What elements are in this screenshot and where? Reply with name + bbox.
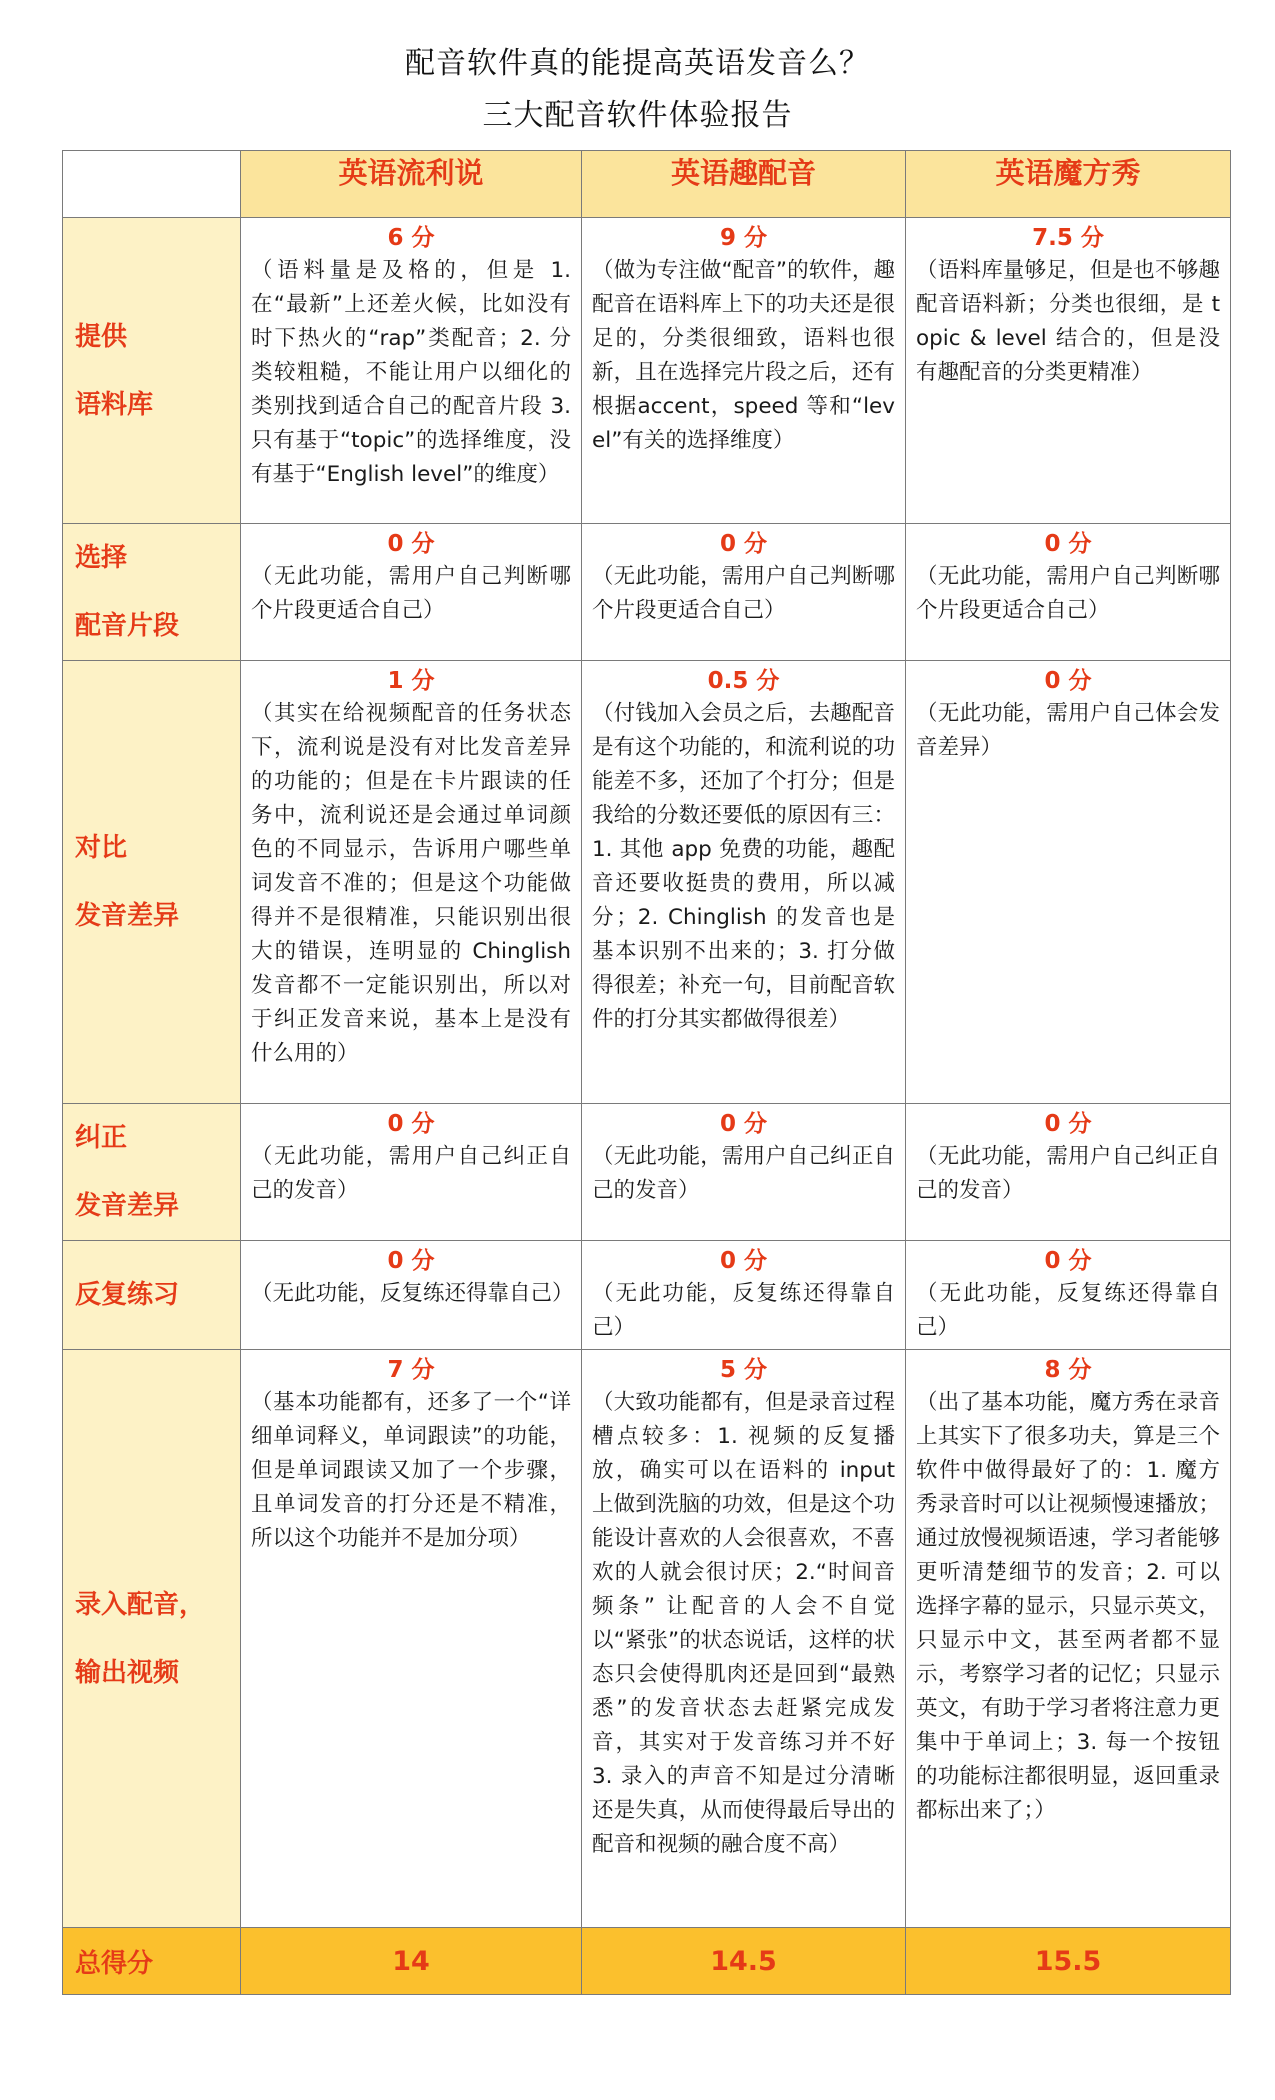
table-cell xyxy=(582,1104,906,1241)
table-cell xyxy=(906,218,1231,524)
category-line: 纠正 xyxy=(75,1123,128,1153)
description: （出了基本功能，魔方秀在录音上其实下了很多功夫，算是三个软件中做得最好了的：1. 魔方秀录音时可以让视频慢速播放；通过放慢视频语速，学习者能够更听清楚细节的发音；2. 可以选择字幕的显示，只显示英文，只显示中文，甚至两者都不显示，考察学习者的记忆；只显示英文，有助于学习者将注意力更集中于单词上；3. 每一个按钮的功能标注都很明显，返回重录都标出来了；） xyxy=(916,1390,1220,1823)
description: （无此功能，需用户自己纠正自己的发音） xyxy=(592,1144,895,1203)
score: 0 分 xyxy=(1044,1248,1092,1274)
table-cell xyxy=(241,1350,582,1928)
app-header-mofangxiu: 英语魔方秀 xyxy=(906,151,1231,218)
description: （无此功能，需用户自己体会发音差异） xyxy=(916,701,1220,760)
description: （付钱加入会员之后，去趣配音是有这个功能的，和流利说的功能差不多，还加了个打分；但是我给的分数还要低的原因有三：1. 其他 app 免费的功能，趣配音还要收挺贵的费用，所以减分；2. Chinglish 的发音也是基本识别不出来的；3. 打分做得很差；补充一句，目前配音软件的打分其实都做得很差） xyxy=(592,701,895,1032)
total-score-liulishuo: 14 xyxy=(241,1928,582,1995)
app-header-qupeiyin: 英语趣配音 xyxy=(582,151,906,218)
row-category xyxy=(63,1241,241,1350)
category-line: 配音片段 xyxy=(75,611,180,641)
row-category xyxy=(63,218,241,524)
table-cell xyxy=(906,661,1231,1104)
score: 5 分 xyxy=(719,1357,767,1383)
score: 0 分 xyxy=(387,531,435,557)
description: （语料量是及格的，但是 1. 在“最新”上还差火候，比如没有时下热火的“rap”类配音；2. 分类较粗糙，不能让用户以细化的类别找到适合自己的配音片段 3. 只有基于“topic”的选择维度，没有基于“English level”的维度） xyxy=(251,258,571,487)
score: 7 分 xyxy=(387,1357,435,1383)
table-cell xyxy=(241,1104,582,1241)
score: 0 分 xyxy=(719,1248,767,1274)
category-line: 反复练习 xyxy=(75,1280,180,1310)
score: 0 分 xyxy=(719,531,767,557)
category-line: 发音差异 xyxy=(75,1191,180,1221)
description: （无此功能，需用户自己判断哪个片段更适合自己） xyxy=(592,564,895,623)
description: （语料库量够足，但是也不够趣配音语料新；分类也很细，是 topic & level 结合的，但是没有趣配音的分类更精准） xyxy=(916,258,1220,385)
total-score-mofangxiu: 15.5 xyxy=(906,1928,1231,1995)
score: 0 分 xyxy=(719,1111,767,1137)
score: 0 分 xyxy=(1044,1111,1092,1137)
table-row xyxy=(63,524,1231,661)
table-cell xyxy=(582,524,906,661)
total-row xyxy=(63,1928,1231,1995)
table-cell xyxy=(582,661,906,1104)
total-score-qupeiyin: 14.5 xyxy=(582,1928,906,1995)
category-line: 语料库 xyxy=(75,389,154,420)
row-category xyxy=(63,1350,241,1928)
score: 1 分 xyxy=(387,668,435,694)
category-line: 输出视频 xyxy=(75,1657,180,1688)
table-cell xyxy=(582,218,906,524)
header-corner xyxy=(63,151,241,218)
table-row xyxy=(63,1350,1231,1928)
description: （无此功能，反复练还得靠自己） xyxy=(592,1281,895,1340)
score: 0 分 xyxy=(387,1248,435,1274)
table-row xyxy=(63,218,1231,524)
table-cell xyxy=(241,1241,582,1350)
score: 0.5 分 xyxy=(707,668,780,694)
page-title: 配音软件真的能提高英语发音么？ xyxy=(405,46,870,81)
row-category xyxy=(63,1104,241,1241)
score: 0 分 xyxy=(387,1111,435,1137)
table-cell xyxy=(582,1241,906,1350)
description: （做为专注做“配音”的软件，趣配音在语料库上下的功夫还是很足的，分类很细致，语料也很新，且在选择完片段之后，还有根据accent，speed 等和“level”有关的选择维度） xyxy=(592,258,895,453)
table-cell xyxy=(906,524,1231,661)
description: （基本功能都有，还多了一个“详细单词释义，单词跟读”的功能，但是单词跟读又加了一个步骤，且单词发音的打分还是不精准，所以这个功能并不是加分项） xyxy=(251,1390,571,1551)
table-cell xyxy=(906,1350,1231,1928)
table-cell xyxy=(241,661,582,1104)
description: （无此功能，需用户自己纠正自己的发音） xyxy=(251,1144,571,1203)
total-label: 总得分 xyxy=(63,1928,241,1995)
score: 0 分 xyxy=(1044,531,1092,557)
category-line: 提供 xyxy=(75,321,128,352)
table-row xyxy=(63,1104,1231,1241)
table-row xyxy=(63,661,1231,1104)
description: （无此功能，需用户自己判断哪个片段更适合自己） xyxy=(916,564,1220,623)
table-cell xyxy=(241,218,582,524)
category-line: 对比 xyxy=(75,833,128,863)
score: 8 分 xyxy=(1044,1357,1092,1383)
row-category xyxy=(63,524,241,661)
description: （无此功能，需用户自己判断哪个片段更适合自己） xyxy=(251,564,571,623)
header-row xyxy=(63,151,1231,218)
score: 9 分 xyxy=(719,225,767,251)
description: （无此功能，反复练还得靠自己） xyxy=(251,1281,574,1306)
table-cell xyxy=(906,1241,1231,1350)
app-header-liulishuo: 英语流利说 xyxy=(241,151,582,218)
category-line: 录入配音， xyxy=(75,1589,206,1620)
description: （无此功能，需用户自己纠正自己的发音） xyxy=(916,1144,1220,1203)
category-line: 发音差异 xyxy=(75,901,180,931)
table-row xyxy=(63,1241,1231,1350)
description: （大致功能都有，但是录音过程槽点较多：1. 视频的反复播放，确实可以在语料的 input 上做到洗脑的功效，但是这个功能设计喜欢的人会很喜欢，不喜欢的人就会很讨厌；2.“时间音频条” 让配音的人会不自觉以“紧张”的状态说话，这样的状态只会使得肌肉还是回到“最熟悉”的发音状态去赶紧完成发音，其实对于发音练习并不好 3. 录入的声音不知是过分清晰还是失真，从而使得最后导出的配音和视频的融合度不高） xyxy=(592,1390,895,1857)
category-line: 选择 xyxy=(75,543,128,573)
row-category xyxy=(63,661,241,1104)
score: 0 分 xyxy=(1044,668,1092,694)
score: 7.5 分 xyxy=(1032,225,1104,251)
comparison-table xyxy=(62,150,1231,1995)
table-cell xyxy=(241,524,582,661)
score: 6 分 xyxy=(387,225,435,251)
page-subtitle: 三大配音软件体验报告 xyxy=(482,98,793,133)
description: （无此功能，反复练还得靠自己） xyxy=(916,1281,1220,1340)
table-cell xyxy=(906,1104,1231,1241)
description: （其实在给视频配音的任务状态下，流利说是没有对比发音差异的功能的；但是在卡片跟读的任务中，流利说还是会通过单词颜色的不同显示，告诉用户哪些单词发音不准的；但是这个功能做得并不是很精准，只能识别出很大的错误，连明显的 Chinglish 发音都不一定能识别出，所以对于纠正发音来说，基本上是没有什么用的） xyxy=(251,701,571,1066)
table-cell xyxy=(582,1350,906,1928)
